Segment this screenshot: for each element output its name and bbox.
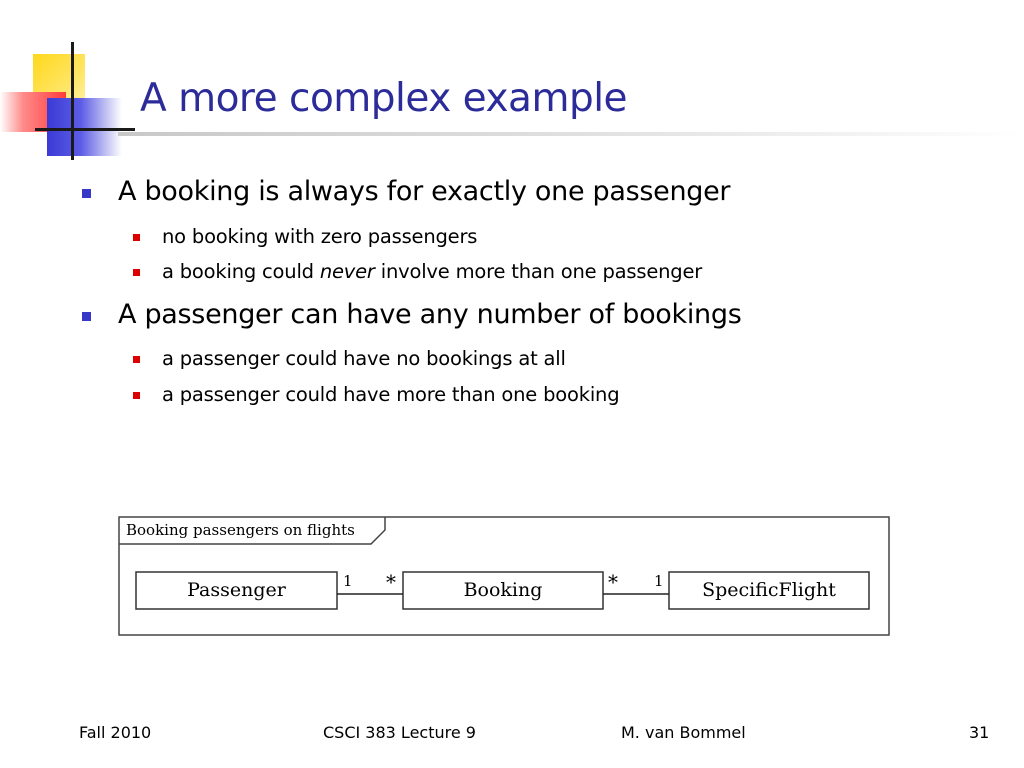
footer-course: CSCI 383 Lecture 9 bbox=[323, 723, 476, 742]
class-box-passenger: Passenger bbox=[187, 579, 286, 601]
sub-bullet-text: a booking could bbox=[162, 260, 320, 283]
diagram-frame-label: Booking passengers on flights bbox=[126, 521, 355, 539]
bullet-item: A passenger can have any number of bookings bbox=[118, 299, 742, 330]
slide-title: A more complex example bbox=[140, 76, 628, 121]
footer-date: Fall 2010 bbox=[79, 723, 152, 742]
bullet-item: A booking is always for exactly one passenger bbox=[118, 176, 731, 207]
sub-bullet-item: no booking with zero passengers bbox=[162, 225, 478, 248]
emphasized-word: never bbox=[319, 260, 375, 283]
logo-horizontal-line bbox=[35, 128, 135, 131]
sub-bullet-text: involve more than one passenger bbox=[374, 260, 703, 283]
logo-blue-square bbox=[47, 98, 122, 156]
multiplicity-label: 1 bbox=[654, 572, 664, 590]
multiplicity-label: * bbox=[386, 570, 396, 594]
uml-class-diagram bbox=[118, 516, 890, 636]
class-box-specificflight: SpecificFlight bbox=[702, 579, 836, 601]
sub-bullet-item: a passenger could have more than one booking bbox=[162, 383, 620, 406]
title-underline bbox=[118, 132, 1024, 136]
slide-logo-decoration bbox=[0, 0, 140, 170]
footer-author: M. van Bommel bbox=[621, 723, 746, 742]
class-box-booking: Booking bbox=[463, 579, 543, 601]
slide-number: 31 bbox=[969, 723, 990, 742]
sub-bullet-item bbox=[162, 260, 702, 283]
multiplicity-label: 1 bbox=[343, 572, 353, 590]
logo-vertical-line bbox=[71, 42, 74, 160]
multiplicity-label: * bbox=[608, 570, 618, 594]
sub-bullet-item: a passenger could have no bookings at all bbox=[162, 347, 566, 370]
